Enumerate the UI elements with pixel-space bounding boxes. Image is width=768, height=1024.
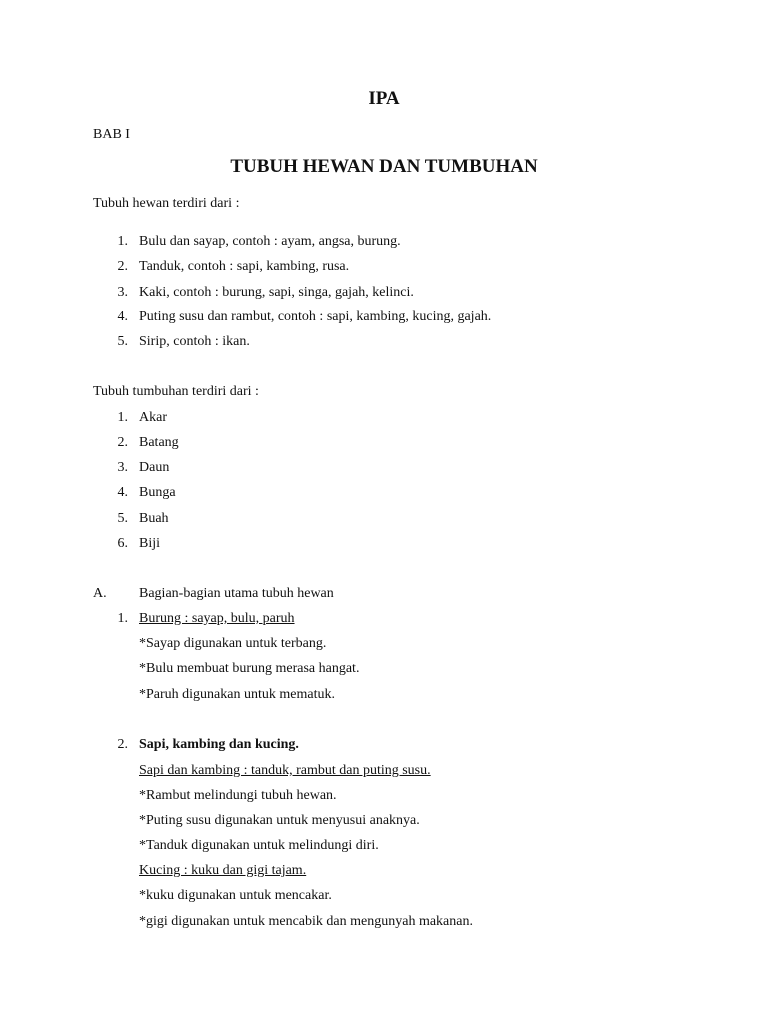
list-number: 3. — [117, 285, 128, 300]
chapter-title: TUBUH HEWAN DAN TUMBUHAN — [230, 156, 538, 177]
list-number: 2. — [117, 435, 128, 450]
chapter-label: BAB I — [93, 127, 130, 142]
list-item: Tanduk, contoh : sapi, kambing, rusa. — [139, 259, 350, 274]
detail-line: *Sayap digunakan untuk terbang. — [139, 636, 327, 651]
list-number: 6. — [117, 536, 128, 551]
list-item: Biji — [139, 536, 161, 551]
detail-line: *kuku digunakan untuk mencakar. — [139, 888, 332, 903]
detail-line: *gigi digunakan untuk mencabik dan mengunyah makanan. — [139, 914, 473, 929]
list-item: Akar — [139, 410, 167, 425]
document-title: IPA — [368, 88, 400, 109]
section-heading: Bagian-bagian utama tubuh hewan — [139, 586, 334, 601]
list-item: Bunga — [139, 485, 176, 500]
animal-intro: Tubuh hewan terdiri dari : — [93, 196, 240, 211]
list-item: Puting susu dan rambut, contoh : sapi, kambing, kucing, gajah. — [139, 309, 492, 324]
list-number: 4. — [117, 309, 128, 324]
subheading: Kucing : kuku dan gigi tajam. — [139, 863, 307, 878]
list-number: 3. — [117, 460, 128, 475]
list-number: 1. — [117, 611, 128, 626]
list-item: Batang — [139, 435, 179, 450]
subheading: Sapi dan kambing : tanduk, rambut dan puting susu. — [139, 763, 431, 778]
detail-line: *Paruh digunakan untuk mematuk. — [139, 687, 335, 702]
detail-line: *Puting susu digunakan untuk menyusui anaknya. — [139, 813, 420, 828]
list-number: 2. — [117, 259, 128, 274]
list-item: Bulu dan sayap, contoh : ayam, angsa, burung. — [139, 234, 401, 249]
list-item: Sirip, contoh : ikan. — [139, 334, 250, 349]
list-number: 4. — [117, 485, 128, 500]
list-number: 2. — [117, 737, 128, 752]
item-heading: Burung : sayap, bulu, paruh — [139, 611, 295, 626]
list-number: 5. — [117, 511, 128, 526]
detail-line: *Rambut melindungi tubuh hewan. — [139, 788, 337, 803]
detail-line: *Tanduk digunakan untuk melindungi diri. — [139, 838, 379, 853]
list-item: Buah — [139, 511, 169, 526]
list-number: 1. — [117, 234, 128, 249]
plant-intro: Tubuh tumbuhan terdiri dari : — [93, 384, 259, 399]
list-item: Daun — [139, 460, 170, 475]
section-letter: A. — [93, 586, 107, 601]
item-heading: Sapi, kambing dan kucing. — [139, 737, 299, 752]
list-number: 1. — [117, 410, 128, 425]
detail-line: *Bulu membuat burung merasa hangat. — [139, 661, 360, 676]
list-item: Kaki, contoh : burung, sapi, singa, gajah, kelinci. — [139, 285, 414, 300]
list-number: 5. — [117, 334, 128, 349]
